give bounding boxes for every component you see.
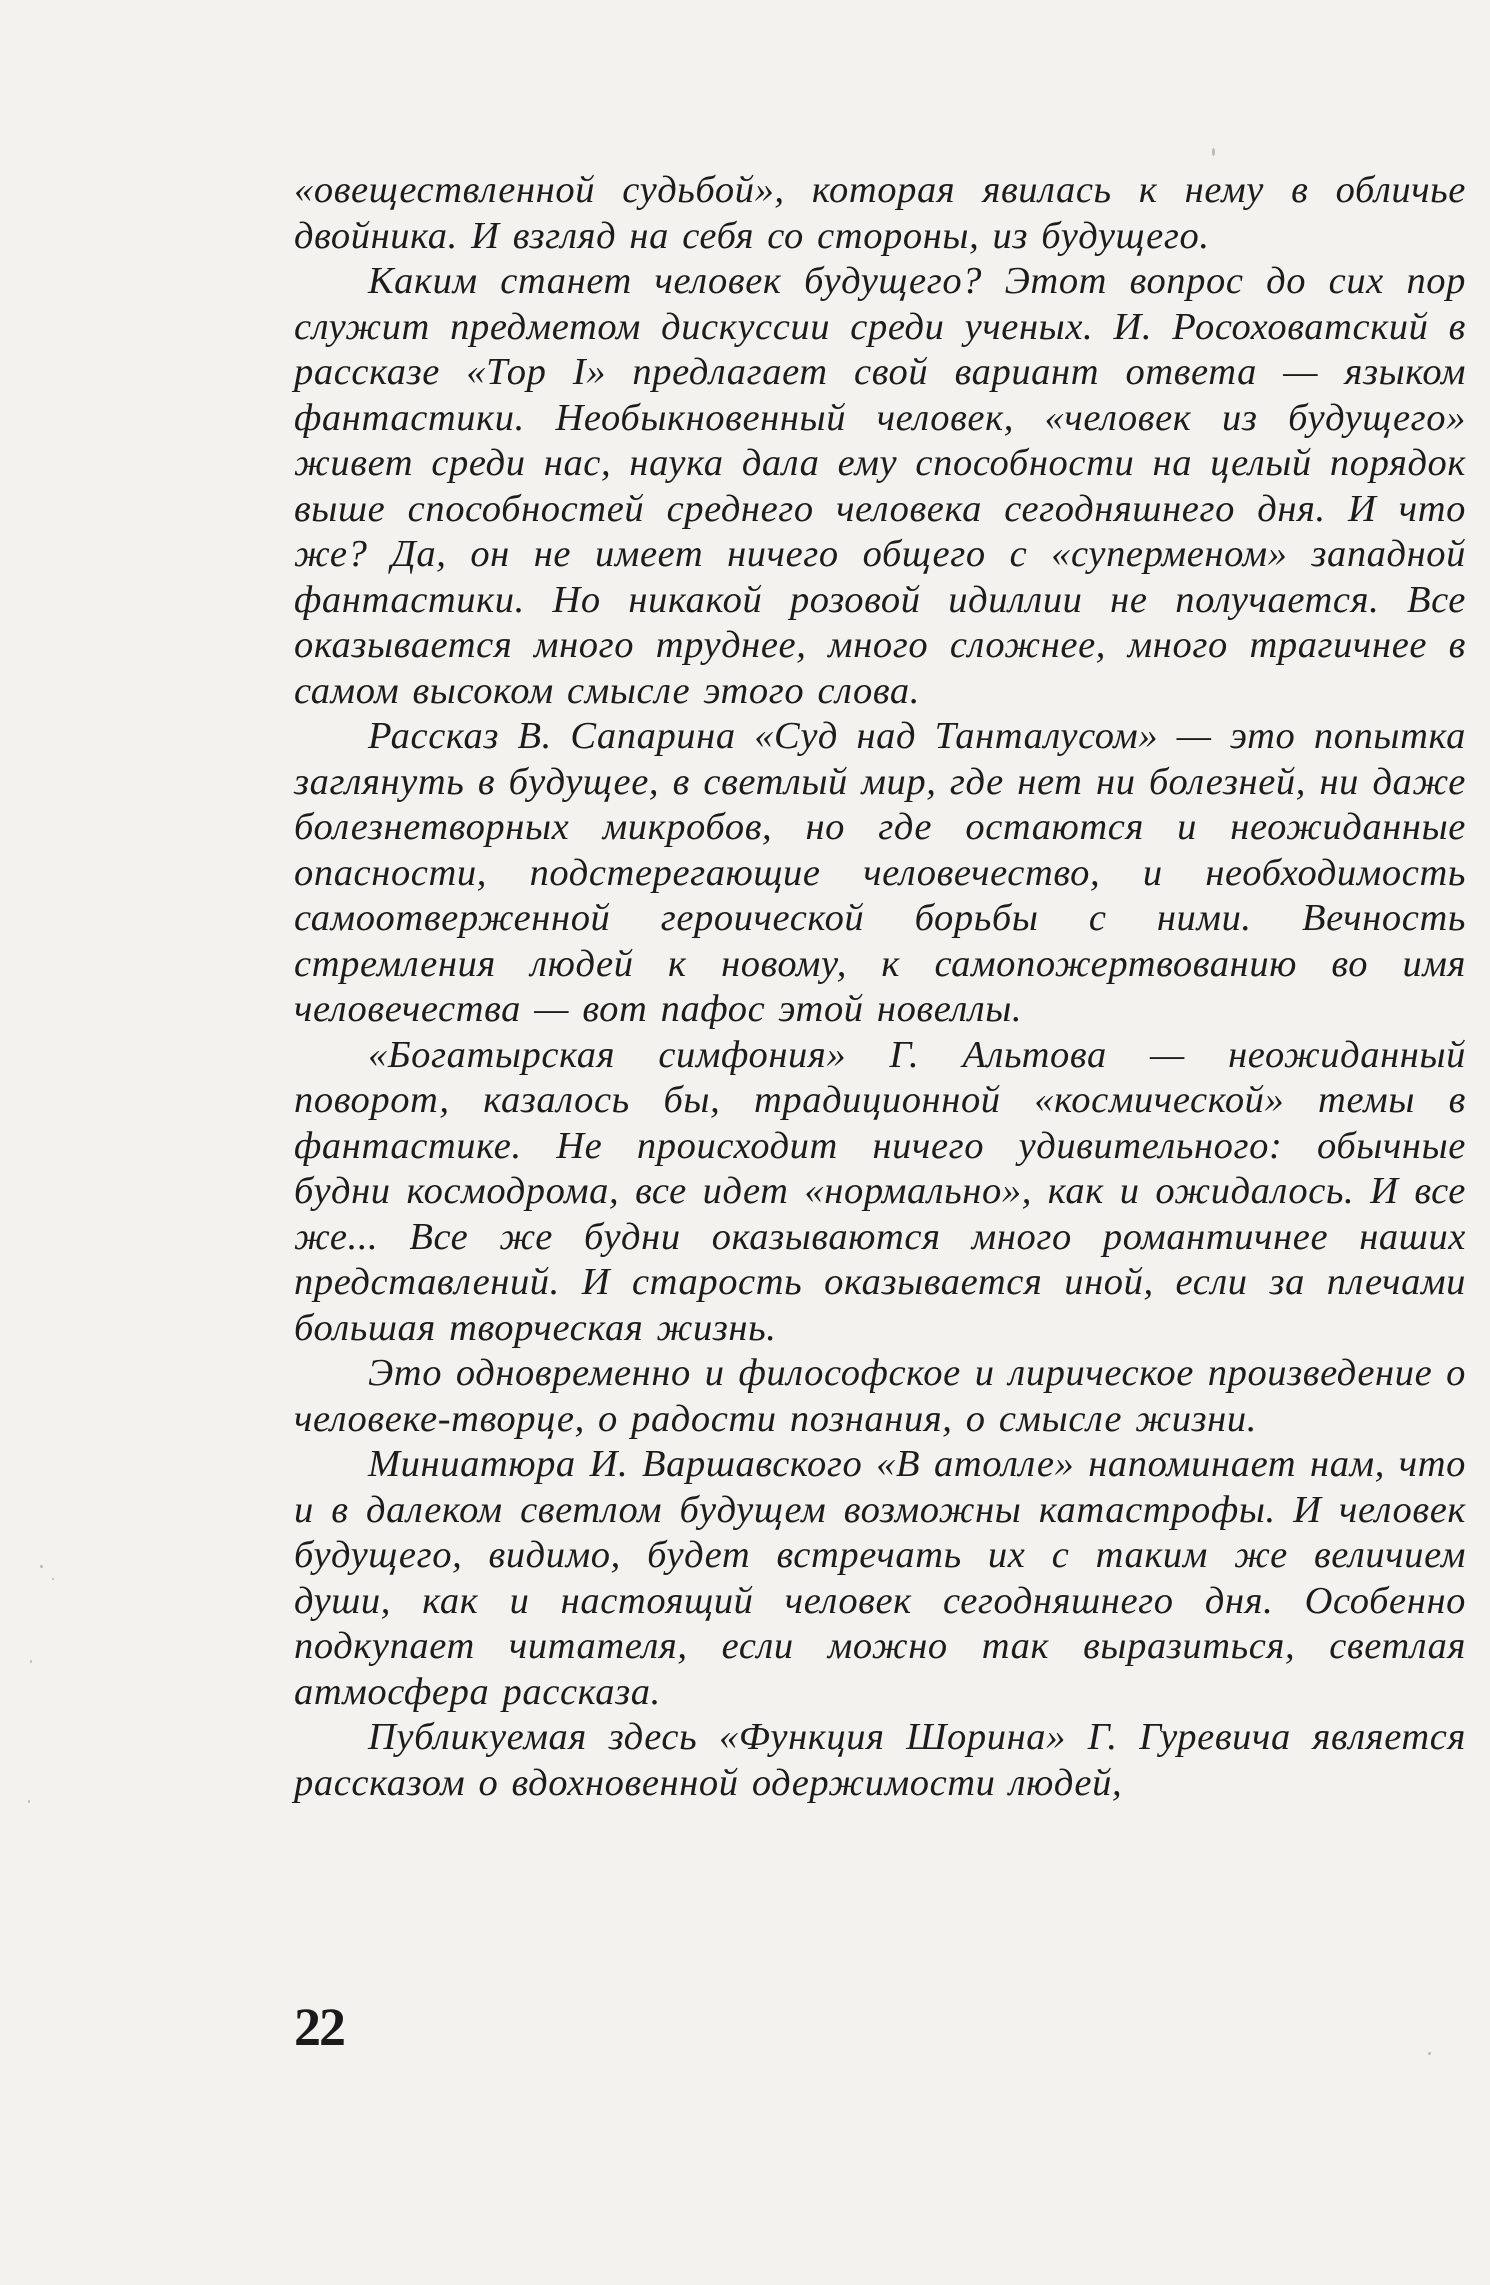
body-text: [294, 168, 1466, 1806]
paragraph-2: Каким станет человек будущего? Этот вопрос до сих пор служит предметом дискуссии среди ученых. И. Росоховатский в рассказе «Тор I» предлагает свой вариант ответа — языком фантастики. Необыкновенный человек, «человек из будущего» живет среди нас, наука дала ему способности на целый порядок выше способностей среднего человека сегодняшнего дня. И что же? Да, он не имеет ничего общего с «суперменом» западной фантастики. Но никакой розовой идиллии не получается. Все оказывается много труднее, много сложнее, много трагичнее в самом высоком смысле этого слова.: [294, 260, 1466, 712]
paragraph-6: Миниатюра И. Варшавского «В атолле» напоминает нам, что и в далеком светлом будущем возможны катастрофы. И человек будущего, видимо, будет встречать их с таким же величием души, как и настоящий человек сегодняшнего дня. Особенно подкупает читателя, если можно так выразиться, светлая атмосфера рассказа.: [294, 1443, 1466, 1713]
scan-speck: [52, 1578, 54, 1580]
page-number: 22: [294, 1997, 344, 2057]
paragraph-4: «Богатырская симфония» Г. Альтова — неожиданный поворот, казалось бы, традиционной «космической» темы в фантастике. Не происходит ничего удивительного: обычные будни космодрома, все идет «нормально», как и ожидалось. И все же... Все же будни оказываются много романтичнее наших представлений. И старость оказывается иной, если за плечами большая творческая жизнь.: [294, 1033, 1466, 1349]
paragraph-3: Рассказ В. Сапарина «Суд над Танталусом» — это попытка заглянуть в будущее, в светлый мир, где нет ни болезней, ни даже болезнетворных микробов, но где остаются и неожиданные опасности, подстерегающие человечество, и необходимость самоотверженной героической борьбы с ними. Вечность стремления людей к новому, к самопожертвованию во имя человечества — вот пафос этой новеллы.: [294, 715, 1466, 1030]
scan-speck: [1212, 148, 1215, 156]
scan-speck: [1428, 2052, 1431, 2055]
paragraph-5: Это одновременно и философское и лирическое произведение о человеке-творце, о радости познания, о смысле жизни.: [294, 1352, 1466, 1440]
paragraph-1: «овеществленной судьбой», которая явилась к нему в обличье двойника. И взгляд на себя со стороны, из будущего.: [294, 169, 1466, 257]
paragraph-7: Публикуемая здесь «Функция Шорина» Г. Гуревича является рассказом о вдохновенной одержимости людей,: [294, 1716, 1466, 1804]
scan-speck: [30, 1660, 32, 1663]
scan-speck: [40, 1565, 43, 1568]
scan-speck: [28, 1800, 30, 1803]
